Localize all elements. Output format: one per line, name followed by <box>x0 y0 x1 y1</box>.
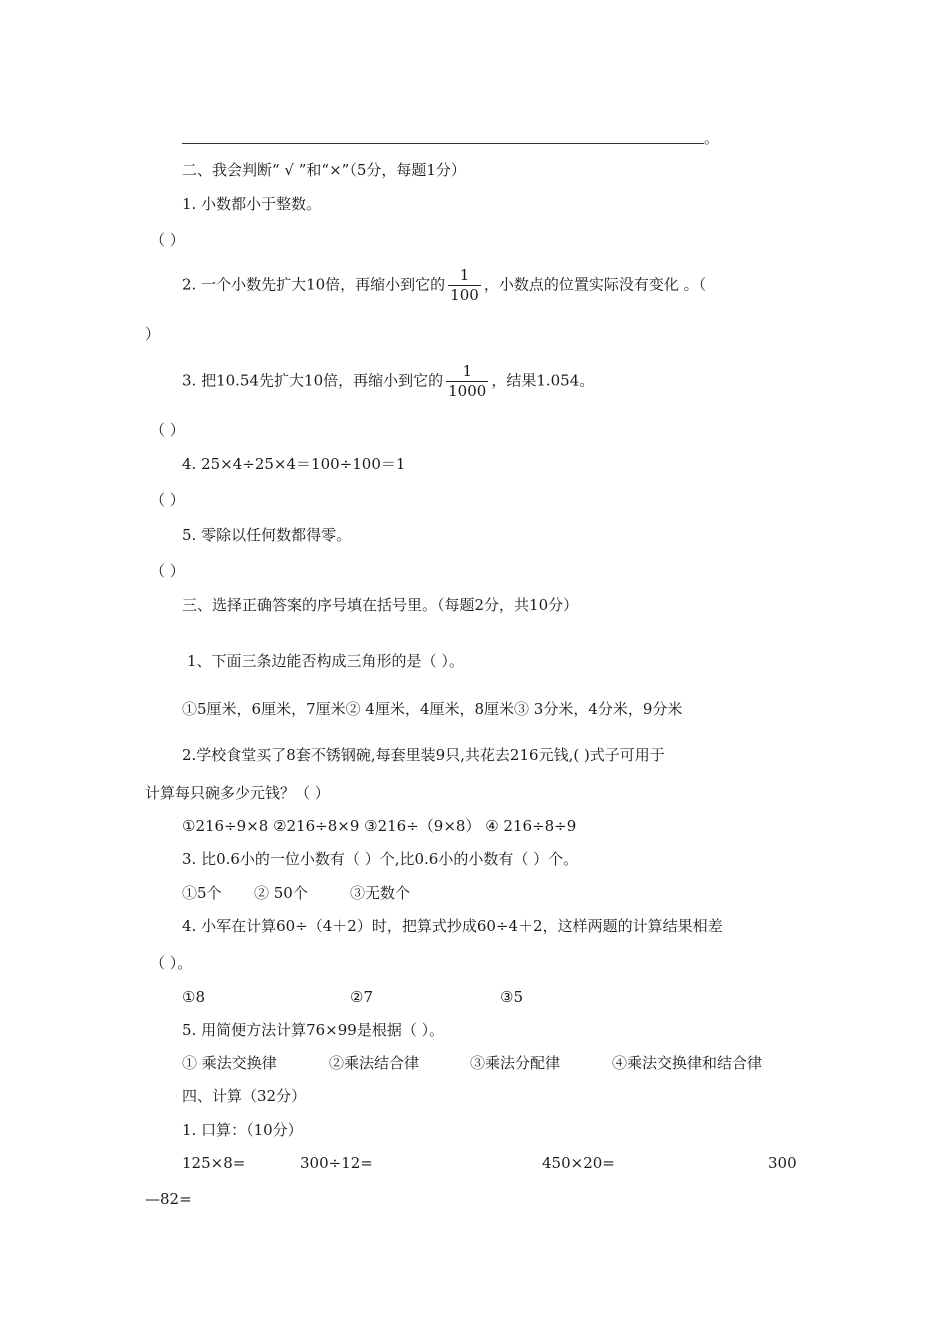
s2-q5-answer-paren[interactable]: （ ） <box>150 562 185 580</box>
s3-q2-line2: 计算每只碗多少元钱？（ ） <box>145 784 330 802</box>
s2-q2-answer-close[interactable]: ） <box>145 325 161 343</box>
section3-title: 三、选择正确答案的序号填在括号里。（每题2分，共10分） <box>182 596 579 614</box>
s3-q4-line1: 4. 小军在计算60÷（4＋2）时，把算式抄成60÷4＋2，这样两题的计算结果相差 <box>182 917 723 935</box>
s2-q4-text: 4. 25×4÷25×4＝100÷100＝1 <box>182 455 406 473</box>
s2-q2-numerator: 1 <box>448 266 481 286</box>
s3-q4-line2: （ ）。 <box>150 954 193 972</box>
s2-q2-fraction <box>448 266 481 305</box>
s2-q3-denominator: 1000 <box>448 381 487 400</box>
s3-q5-option-3: ③乘法分配律 <box>470 1054 561 1072</box>
s2-q1-text: 1. 小数都小于整数。 <box>182 195 322 213</box>
s2-q3-answer-paren[interactable]: （ ） <box>150 421 185 439</box>
calc-item-4: 300 <box>768 1154 797 1172</box>
s2-q2-pre: 2. 一个小数先扩大10倍，再缩小到它的 <box>182 275 446 294</box>
s3-q3-option-3: ③无数个 <box>350 884 411 902</box>
calc-item-4-wrap: —82= <box>145 1190 192 1208</box>
s3-q2-options: ①216÷9×8 ②216÷8×9 ③216÷（9×8） ④ 216÷8÷9 <box>182 817 577 835</box>
s3-q1-text: 1、下面三条边能否构成三角形的是（ ）。 <box>187 652 464 670</box>
calc-item-3: 450×20= <box>542 1154 615 1172</box>
s3-q1-options: ①5厘米，6厘米，7厘米② 4厘米，4厘米，8厘米③ 3分米，4分米，9分米 <box>182 700 683 718</box>
s3-q5-option-4: ④乘法交换律和结合律 <box>612 1054 763 1072</box>
s3-q5-option-1: ① 乘法交换律 <box>182 1054 277 1072</box>
s3-q3-option-1: ①5个 <box>182 884 222 902</box>
s2-q3-post: ，结果1.054。 <box>491 371 595 390</box>
calc-item-2: 300÷12= <box>300 1154 373 1172</box>
s3-q3-option-2: ② 50个 <box>254 884 308 902</box>
answer-blank-line <box>182 143 704 144</box>
s2-q5-text: 5. 零除以任何数都得零。 <box>182 526 352 544</box>
section2-title: 二、我会判断“ √ ”和“×”（5分，每题1分） <box>182 161 466 179</box>
s2-q2-denominator: 100 <box>450 285 479 304</box>
s2-q3-line <box>182 362 594 401</box>
s3-q4-option-1: ①8 <box>182 988 205 1006</box>
section4-title: 四、计算（32分） <box>182 1087 307 1105</box>
s3-q5-text: 5. 用简便方法计算76×99是根据（ ）。 <box>182 1021 445 1039</box>
s3-q4-option-2: ②7 <box>350 988 373 1006</box>
s4-sub1-title: 1. 口算：（10分） <box>182 1121 303 1139</box>
calc-item-1: 125×8= <box>182 1154 246 1172</box>
s2-q4-answer-paren[interactable]: （ ） <box>150 491 185 509</box>
s3-q5-option-2: ②乘法结合律 <box>329 1054 420 1072</box>
s3-q2-line1: 2.学校食堂买了8套不锈钢碗,每套里装9只,共花去216元钱,( )式子可用于 <box>182 746 665 764</box>
s2-q3-pre: 3. 把10.54先扩大10倍，再缩小到它的 <box>182 371 444 390</box>
blank-period: 。 <box>704 129 720 147</box>
s3-q3-text: 3. 比0.6小的一位小数有（ ）个,比0.6小的小数有（ ）个。 <box>182 850 579 868</box>
s3-q4-option-3: ③5 <box>500 988 523 1006</box>
s2-q3-numerator: 1 <box>446 362 488 382</box>
s2-q1-answer-paren[interactable]: （ ） <box>150 231 185 249</box>
s2-q2-post: ，小数点的位置实际没有变化 。（ <box>483 275 707 294</box>
s2-q2-line <box>182 266 706 305</box>
s2-q3-fraction <box>446 362 488 401</box>
